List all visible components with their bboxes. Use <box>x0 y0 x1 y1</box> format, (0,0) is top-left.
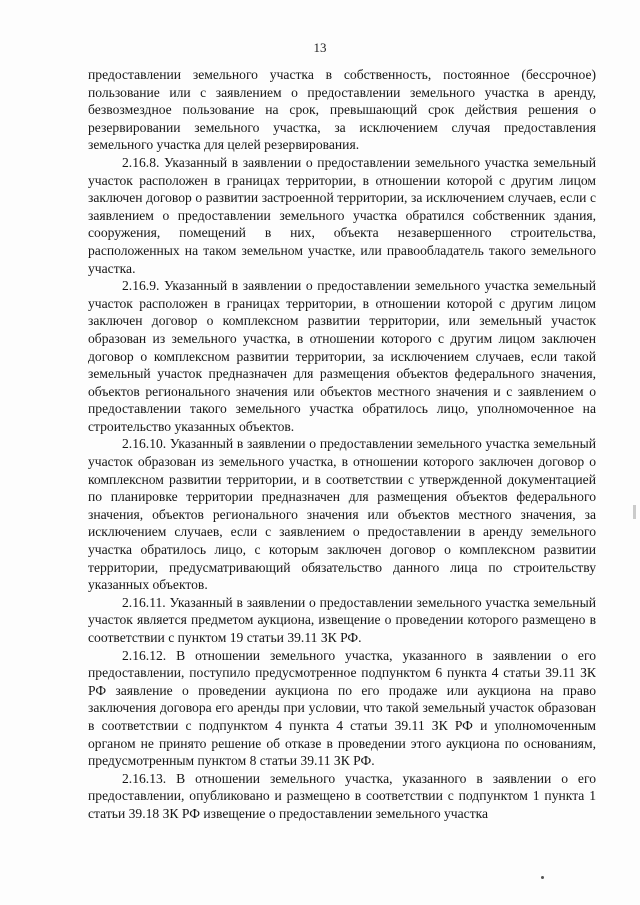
scan-edge-mark <box>633 505 636 519</box>
paragraph-2-16-8: 2.16.8. Указанный в заявлении о предоставлении земельного участка земельный участок расположен в границах территории, в отношении которой с другим лицом заключен договор о развитии застроенной территории, за исключением случаев, если с заявлением о предоставлении земельного участка обратился собственник здания, сооружения, помещений в них, объекта незавершенного строительства, расположенных на таком земельном участке, или правообладатель такого земельного участка. <box>88 154 596 276</box>
paragraph-2-16-9: 2.16.9. Указанный в заявлении о предоставлении земельного участка земельный участок расположен в границах территории, в отношении которой с другим лицом заключен договор о комплексном развитии территории, или земельный участок образован из земельного участка, в отношении которого с другим лицом заключен договор о комплексном развитии территории, за исключением случаев, если такой земельный участок предназначен для размещения объектов федерального значения, объектов регионального значения или объектов местного значения и с заявлением о предоставлении такого земельного участка обратилось лицо, уполномоченное на строительство указанных объектов. <box>88 278 596 434</box>
paragraph-continuation: предоставлении земельного участка в собственность, постоянное (бессрочное) пользование или с заявлением о предоставлении земельного участка в аренду, безвозмездное пользование на срок, превышающий срок действия решения о резервировании земельного участка, за исключением случая предоставления земельного участка для целей резервирования. <box>88 67 596 153</box>
paragraph-2-16-13: 2.16.13. В отношении земельного участка, указанного в заявлении о его предоставлении, опубликовано и размещено в соответствии с подпунктом 1 пункта 1 статьи 39.18 ЗК РФ извещение о предоставлении земельного участка <box>88 770 596 821</box>
paragraph-2-16-10: 2.16.10. Указанный в заявлении о предоставлении земельного участка земельный участок образован из земельного участка, в отношении которого заключен договор о комплексном развитии территории, и в соответствии с утвержденной документацией по планировке территории предназначен для размещения объектов федерального значения, объектов регионального значения или объектов местного значения, за исключением случаев, если с заявлением о предоставлении в аренду земельного участка обратилось лицо, с которым заключен договор о комплексном развитии территории, предусматривающий обязательство данного лица по строительству указанных объектов. <box>88 436 596 593</box>
document-body <box>88 66 596 823</box>
paragraph-2-16-11: 2.16.11. Указанный в заявлении о предоставлении земельного участка земельный участок является предметом аукциона, извещение о проведении которого размещено в соответствии с пунктом 19 статьи 39.11 ЗК РФ. <box>88 594 596 645</box>
paragraph-2-16-12: 2.16.12. В отношении земельного участка, указанного в заявлении о его предоставлении, поступило предусмотренное подпунктом 6 пункта 4 статьи 39.11 ЗК РФ заявление о проведении аукциона по его продаже или аукциона на право заключения договора его аренды при условии, что такой земельный участок образован в соответствии с подпунктом 4 пункта 4 статьи 39.11 ЗК РФ и уполномоченным органом не принято решение об отказе в проведении этого аукциона по основаниям, предусмотренным пунктом 8 статьи 39.11 ЗК РФ. <box>88 647 596 769</box>
page-number: 13 <box>313 40 327 55</box>
scan-dot <box>541 876 544 879</box>
